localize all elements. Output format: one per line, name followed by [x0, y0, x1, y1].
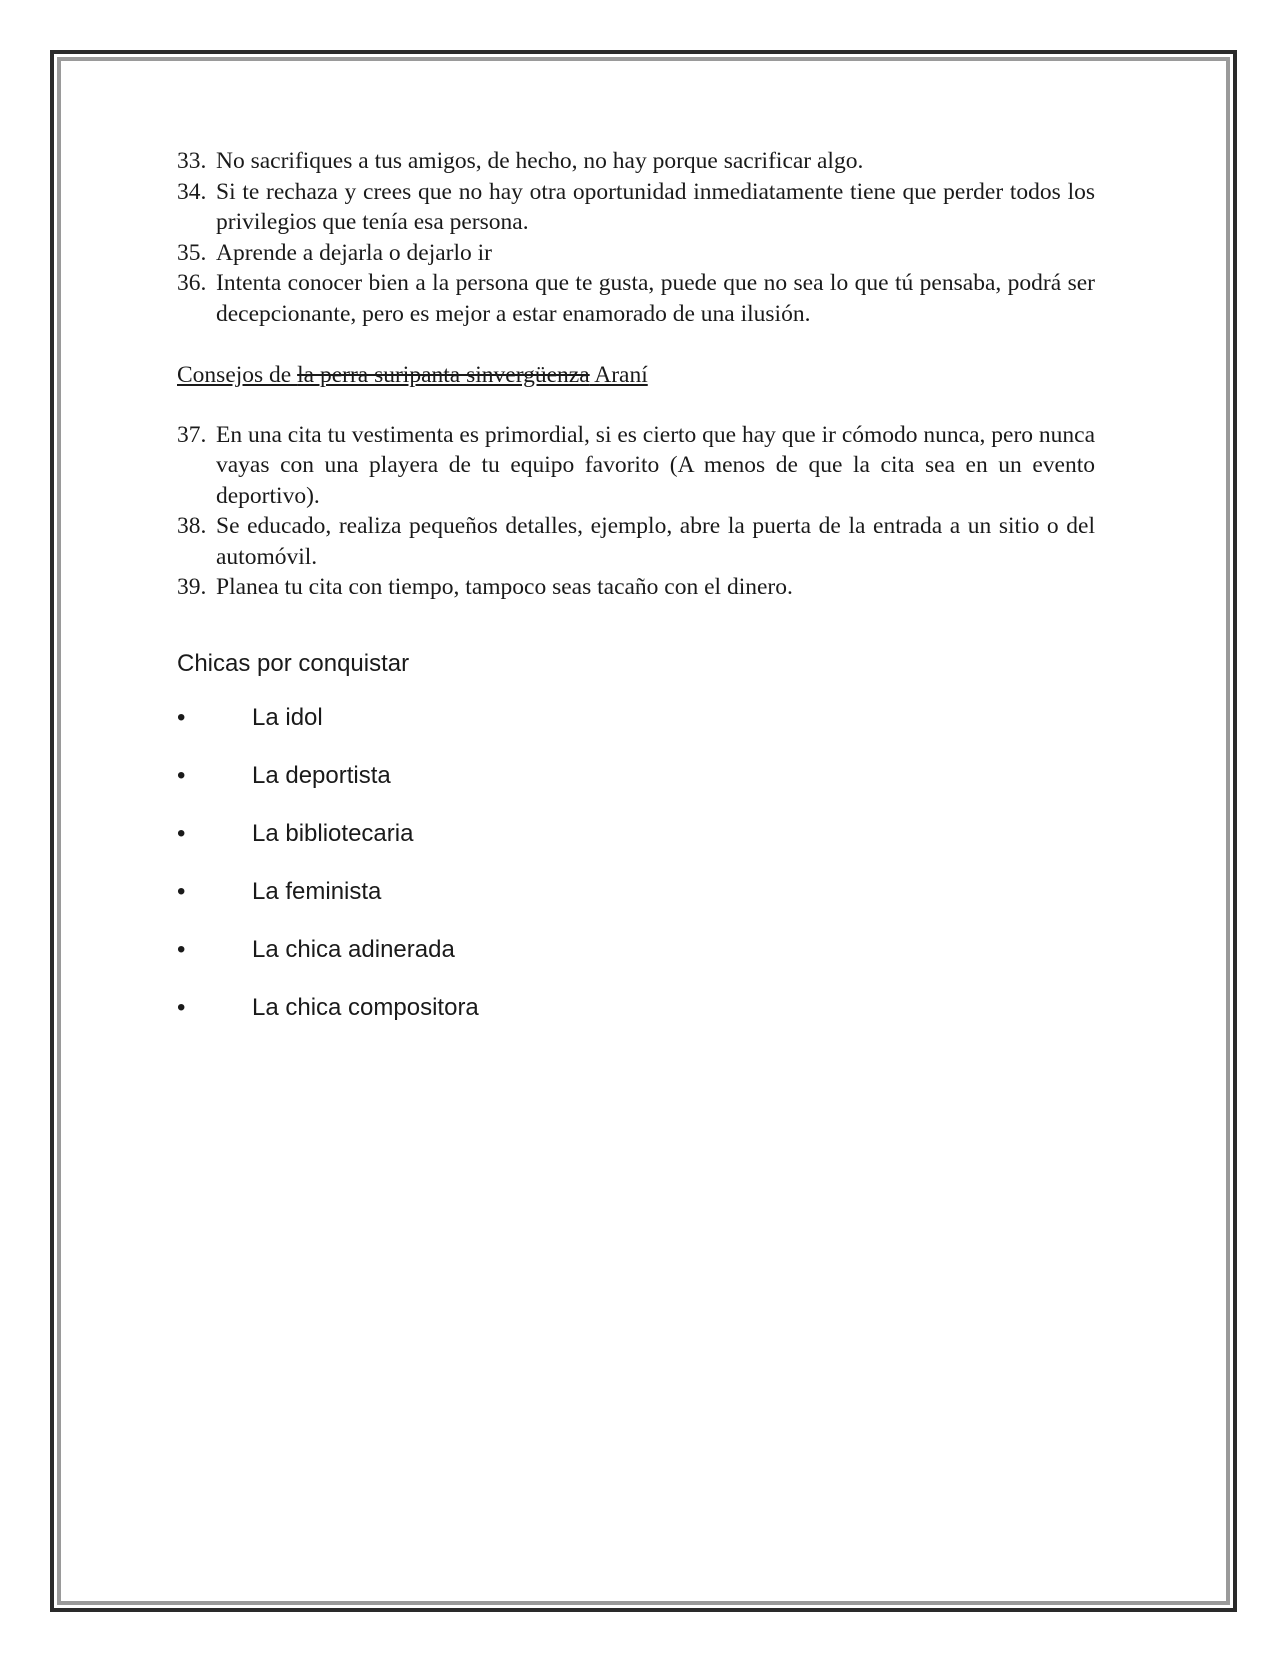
list-item [177, 177, 1095, 238]
item-text: En una cita tu vestimenta es primordial, si es cierto que hay que ir cómodo nunca, pero nunca vayas con una playera de tu equipo favorito (A menos de que la cita sea en un evento deportivo). [216, 421, 1096, 509]
list-item [177, 146, 1095, 177]
item-text: Aprende a dejarla o dejarlo ir [216, 239, 492, 266]
item-number: 38. [177, 513, 207, 539]
document-body [177, 146, 1095, 1051]
girl-type-label: La bibliotecaria [252, 819, 414, 847]
list-item [177, 819, 1095, 849]
girl-type-label: La chica compositora [252, 993, 479, 1021]
girls-list [177, 703, 1095, 1023]
item-text: Se educado, realiza pequeños detalles, ejemplo, abre la puerta de la entrada a un sitio o del automóvil. [216, 513, 1095, 570]
list-item [177, 993, 1095, 1023]
item-text: Intenta conocer bien a la persona que te gusta, puede que no sea lo que tú pensaba, podrá ser decepcionante, pero es mejor a estar enamorado de una ilusión. [216, 270, 1095, 327]
heading-prefix: Consejos de [177, 362, 298, 388]
list-item [177, 877, 1095, 907]
girl-type-label: La deportista [252, 761, 391, 789]
girls-list-title: Chicas por conquistar [177, 649, 410, 677]
bullet-icon: • [177, 703, 186, 731]
list-item [177, 761, 1095, 791]
section-heading [177, 360, 1095, 391]
item-number: 33. [177, 148, 207, 174]
list-item [177, 935, 1095, 965]
tips-list-part1 [177, 146, 1095, 329]
girl-type-label: La idol [252, 703, 323, 731]
heading-suffix: Araní [589, 362, 648, 388]
girl-type-label: La chica adinerada [252, 935, 455, 963]
list-item [177, 572, 1095, 603]
item-text: Planea tu cita con tiempo, tampoco seas tacaño con el dinero. [216, 574, 793, 600]
bullet-icon: • [177, 993, 186, 1021]
bullet-icon: • [177, 761, 186, 789]
item-text: No sacrifiques a tus amigos, de hecho, no hay porque sacrificar algo. [216, 148, 864, 174]
list-item [177, 268, 1095, 329]
list-item [177, 238, 1095, 269]
list-item [177, 511, 1095, 572]
heading-struck-text: la perra suripanta sinvergüenza [297, 362, 590, 388]
item-number: 36. [177, 270, 207, 296]
list-item [177, 420, 1095, 512]
bullet-icon: • [177, 935, 186, 963]
item-text: Si te rechaza y crees que no hay otra oportunidad inmediatamente tiene que perder todos los privilegios que tenía esa persona. [216, 178, 1095, 235]
list-item [177, 703, 1095, 733]
girl-type-label: La feminista [252, 877, 382, 905]
item-number: 35. [177, 239, 207, 266]
item-number: 39. [177, 574, 207, 600]
item-number: 37. [177, 421, 207, 448]
bullet-icon: • [177, 819, 186, 847]
item-number: 34. [177, 178, 207, 205]
bullet-icon: • [177, 877, 186, 905]
tips-list-part2 [177, 420, 1095, 603]
